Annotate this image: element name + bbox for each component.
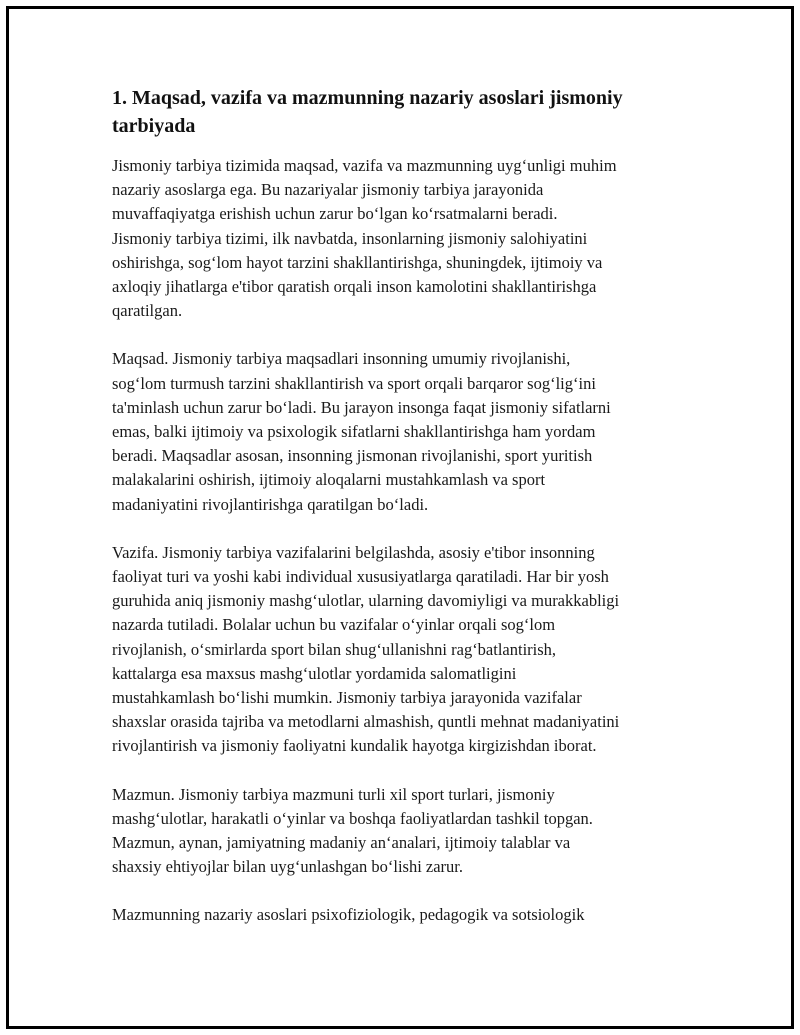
heading-line: tarbiyada — [112, 115, 196, 137]
section-heading — [112, 84, 684, 140]
text-line: nazarda tutiladi. Bolalar uchun bu vazifalar o‘yinlar orqali sog‘lom — [112, 615, 556, 635]
paragraph-nazariy-asoslar — [112, 903, 684, 927]
text-line: Maqsad. Jismoniy tarbiya maqsadlari insonning umumiy rivojlanishi, — [112, 349, 571, 369]
text-line: emas, balki ijtimoiy va psixologik sifatlarni shakllantirishga ham yordam — [112, 422, 596, 442]
text-line: Jismoniy tarbiya tizimida maqsad, vazifa va mazmunning uyg‘unligi muhim — [112, 156, 617, 175]
text-line: malakalarini oshirish, ijtimoiy aloqalarni mustahkamlash va sport — [112, 470, 546, 490]
text-line: Jismoniy tarbiya tizimi, ilk navbatda, insonlarning jismoniy salohiyatini — [112, 228, 588, 248]
text-line: axloqiy jihatlarga e'tibor qaratish orqali inson kamolotini shakllantirishga — [112, 277, 597, 297]
text-line: Mazmunning nazariy asoslari psixofiziologik, pedagogik va sotsiologik — [112, 905, 585, 925]
paragraph-intro — [112, 154, 684, 323]
text-line: nazariy asoslarga ega. Bu nazariyalar jismoniy tarbiya jarayonida — [112, 180, 544, 200]
document-body — [112, 84, 684, 952]
text-line: mustahkamlash bo‘lishi mumkin. Jismoniy tarbiya jarayonida vazifalar — [112, 688, 582, 708]
text-line: Vazifa. Jismoniy tarbiya vazifalarini belgilashda, asosiy e'tibor insonning — [112, 542, 595, 562]
text-line: sog‘lom turmush tarzini shakllantirish va sport orqali barqaror sog‘lig‘ini — [112, 373, 596, 393]
text-line: rivojlanish, o‘smirlarda sport bilan shug‘ullanishni rag‘batlantirish, — [112, 639, 557, 659]
text-line: faoliyat turi va yoshi kabi individual xususiyatlarga qaratiladi. Har bir yosh — [112, 567, 609, 587]
text-line: guruhida aniq jismoniy mashg‘ulotlar, ularning davomiyligi va murakkabligi — [112, 591, 620, 611]
text-line: mashg‘ulotlar, harakatli o‘yinlar va boshqa faoliyatlardan tashkil topgan. — [112, 808, 593, 828]
text-line: Mazmun. Jismoniy tarbiya mazmuni turli xil sport turlari, jismoniy — [112, 784, 555, 804]
text-line: madaniyatini rivojlantirishga qaratilgan bo‘ladi. — [112, 494, 429, 514]
text-line: kattalarga esa maxsus mashg‘ulotlar yordamida salomatligini — [112, 663, 517, 683]
paragraph-maqsad — [112, 347, 684, 516]
text-line: shaxsiy ehtiyojlar bilan uyg‘unlashgan bo‘lishi zarur. — [112, 857, 464, 877]
text-line: ta'minlash uchun zarur bo‘ladi. Bu jarayon insonga faqat jismoniy sifatlarni — [112, 397, 611, 417]
text-line: shaxslar orasida tajriba va metodlarni almashish, quntli mehnat madaniyatini — [112, 712, 620, 732]
paragraph-vazifa — [112, 541, 684, 759]
heading-line: 1. Maqsad, vazifa va mazmunning nazariy asoslari jismoniy — [112, 87, 623, 109]
text-line: qaratilgan. — [112, 301, 183, 321]
text-line: Mazmun, aynan, jamiyatning madaniy an‘analari, ijtimoiy talablar va — [112, 833, 571, 853]
text-line: beradi. Maqsadlar asosan, insonning jismonan rivojlanishi, sport yuritish — [112, 446, 593, 466]
text-line: oshirishga, sog‘lom hayot tarzini shakllantirishga, shuningdek, ijtimoiy va — [112, 252, 603, 272]
text-line: muvaffaqiyatga erishish uchun zarur bo‘lgan ko‘rsatmalarni beradi. — [112, 204, 558, 224]
text-line: rivojlantirish va jismoniy faoliyatni kundalik hayotga kirgizishdan iborat. — [112, 736, 597, 756]
paragraph-mazmun — [112, 783, 684, 880]
